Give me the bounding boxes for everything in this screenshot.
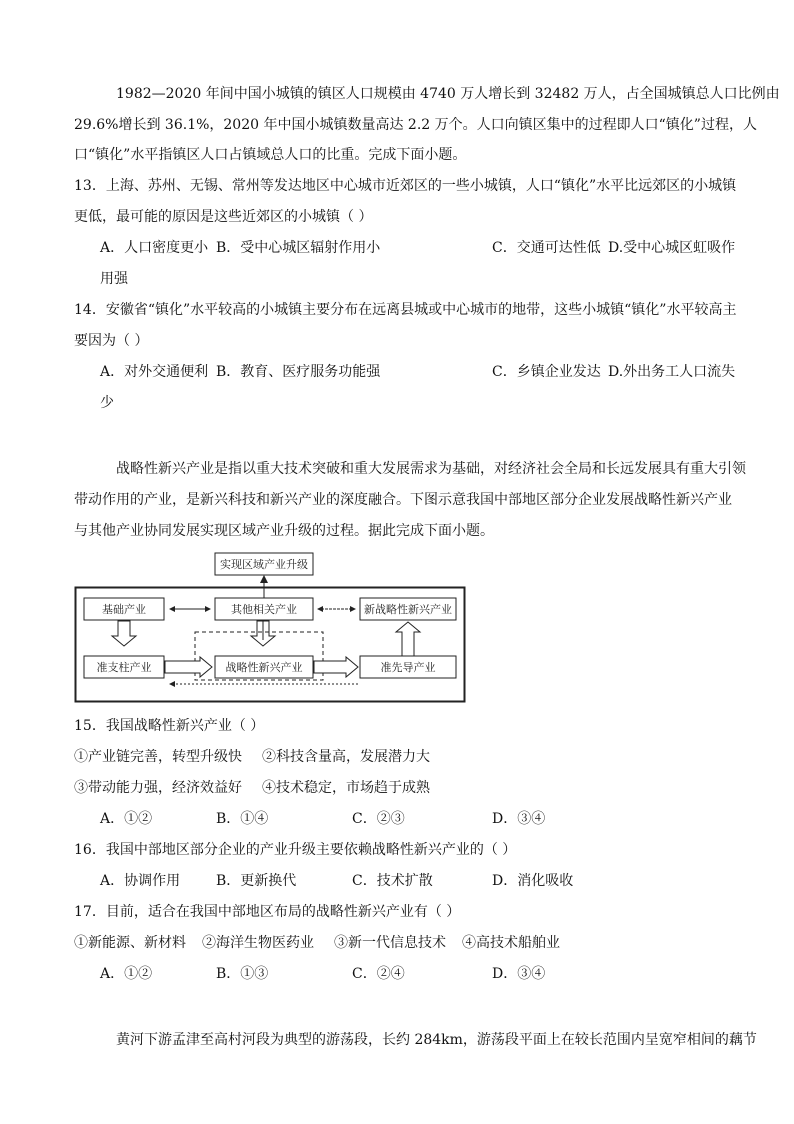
node-other-label: 其他相关产业 [231,603,297,616]
q17-option-c: C．②④ [352,966,405,982]
q16-stem: 16．我国中部地区部分企业的产业升级主要依赖战略性新兴产业的（ ） [74,842,517,858]
q16-option-a: A．协调作用 [100,873,181,889]
intro3-line-1: 黄河下游孟津至高村河段为典型的游荡段，长约 284km，游荡段平面上在较长范围内呈宽窄相间的藕节 [116,1032,757,1048]
q17-option-b: B．①③ [216,966,269,982]
q14-option-a: A．对外交通便利 [100,364,209,380]
intro2-line-2: 带动作用的产业，是新兴科技和新兴产业的深度融合。下图示意我国中部地区部分企业发展战略性新兴产业 [74,492,732,508]
intro2-line-1: 战略性新兴产业是指以重大技术突破和重大发展需求为基础，对经济社会全局和长远发展具有重大引领 [116,461,746,477]
q15-option-b: B．①④ [216,811,269,827]
node-top-label: 实现区域产业升级 [220,558,308,571]
node-quasi-pillar-label: 准支柱产业 [96,661,152,674]
q13-stem-2: 更低，最可能的原因是这些近郊区的小城镇（ ） [74,209,373,225]
q17-statement-3: ③新一代信息技术 [334,935,446,951]
node-base-label: 基础产业 [102,603,146,616]
node-strategic-label: 战略性新兴产业 [225,661,303,674]
q15-option-d: D．③④ [492,811,546,827]
q16-option-c: C．技术扩散 [352,873,433,889]
q17-statement-1: ①新能源、新材料 [74,935,186,951]
q17-option-d: D．③④ [492,966,546,982]
q16-option-b: B．更新换代 [216,873,297,889]
node-quasi-lead-label: 准先导产业 [380,661,436,674]
q13-option-b: B．受中心城区辐射作用小 [216,240,381,256]
q14-option-d-cont: 少 [100,395,114,411]
q14-stem-1: 14．安徽省“镇化”水平较高的小城镇主要分布在远离县城或中心城市的地带，这些小城镇“镇化”水平较高主 [74,302,737,318]
q15-statement-1: ①产业链完善，转型升级快 [74,749,242,765]
q15-statement-4: ④技术稳定，市场趋于成熟 [262,780,430,796]
q15-statement-2: ②科技含量高，发展潜力大 [262,749,430,765]
q16-option-d: D．消化吸收 [492,873,574,889]
q15-option-c: C．②③ [352,811,405,827]
node-newstrat-label: 新战略性新兴产业 [364,603,452,616]
q15-option-a: A．①② [100,811,153,827]
intro1-line-2: 29.6%增长到 36.1%，2020 年中国小城镇数量高达 2.2 万个。人口向镇区集中的过程即人口“镇化”过程，人 [74,117,757,133]
q17-statement-4: ④高技术船舶业 [462,935,560,951]
intro2-line-3: 与其他产业协同发展实现区域产业升级的过程。据此完成下面小题。 [74,523,494,539]
q14-option-d: D.外出务工人口流失 [608,364,736,380]
q14-option-b: B．教育、医疗服务功能强 [216,364,381,380]
q13-stem-1: 13．上海、苏州、无锡、常州等发达地区中心城市近郊区的一些小城镇，人口“镇化”水平比远郊区的小城镇 [74,178,737,194]
q14-stem-2: 要因为（ ） [74,333,149,349]
industry-upgrade-diagram [74,552,466,704]
q15-statement-3: ③带动能力强，经济效益好 [74,780,242,796]
q17-option-a: A．①② [100,966,153,982]
q15-stem: 15．我国战略性新兴产业（ ） [74,718,265,734]
q13-option-c: C．交通可达性低 [492,240,601,256]
q13-option-d: D.受中心城区虹吸作 [608,240,736,256]
q13-option-a: A．人口密度更小 [100,240,209,256]
q17-statement-2: ②海洋生物医药业 [202,935,314,951]
q14-option-c: C．乡镇企业发达 [492,364,601,380]
q17-stem: 17．目前，适合在我国中部地区布局的战略性新兴产业有（ ） [74,904,461,920]
intro1-line-3: 口“镇化”水平指镇区人口占镇域总人口的比重。完成下面小题。 [74,147,467,163]
q13-option-d-cont: 用强 [100,271,128,287]
intro1-line-1: 1982—2020 年间中国小城镇的镇区人口规模由 4740 万人增长到 32482 万人，占全国城镇总人口比例由 [116,86,780,102]
